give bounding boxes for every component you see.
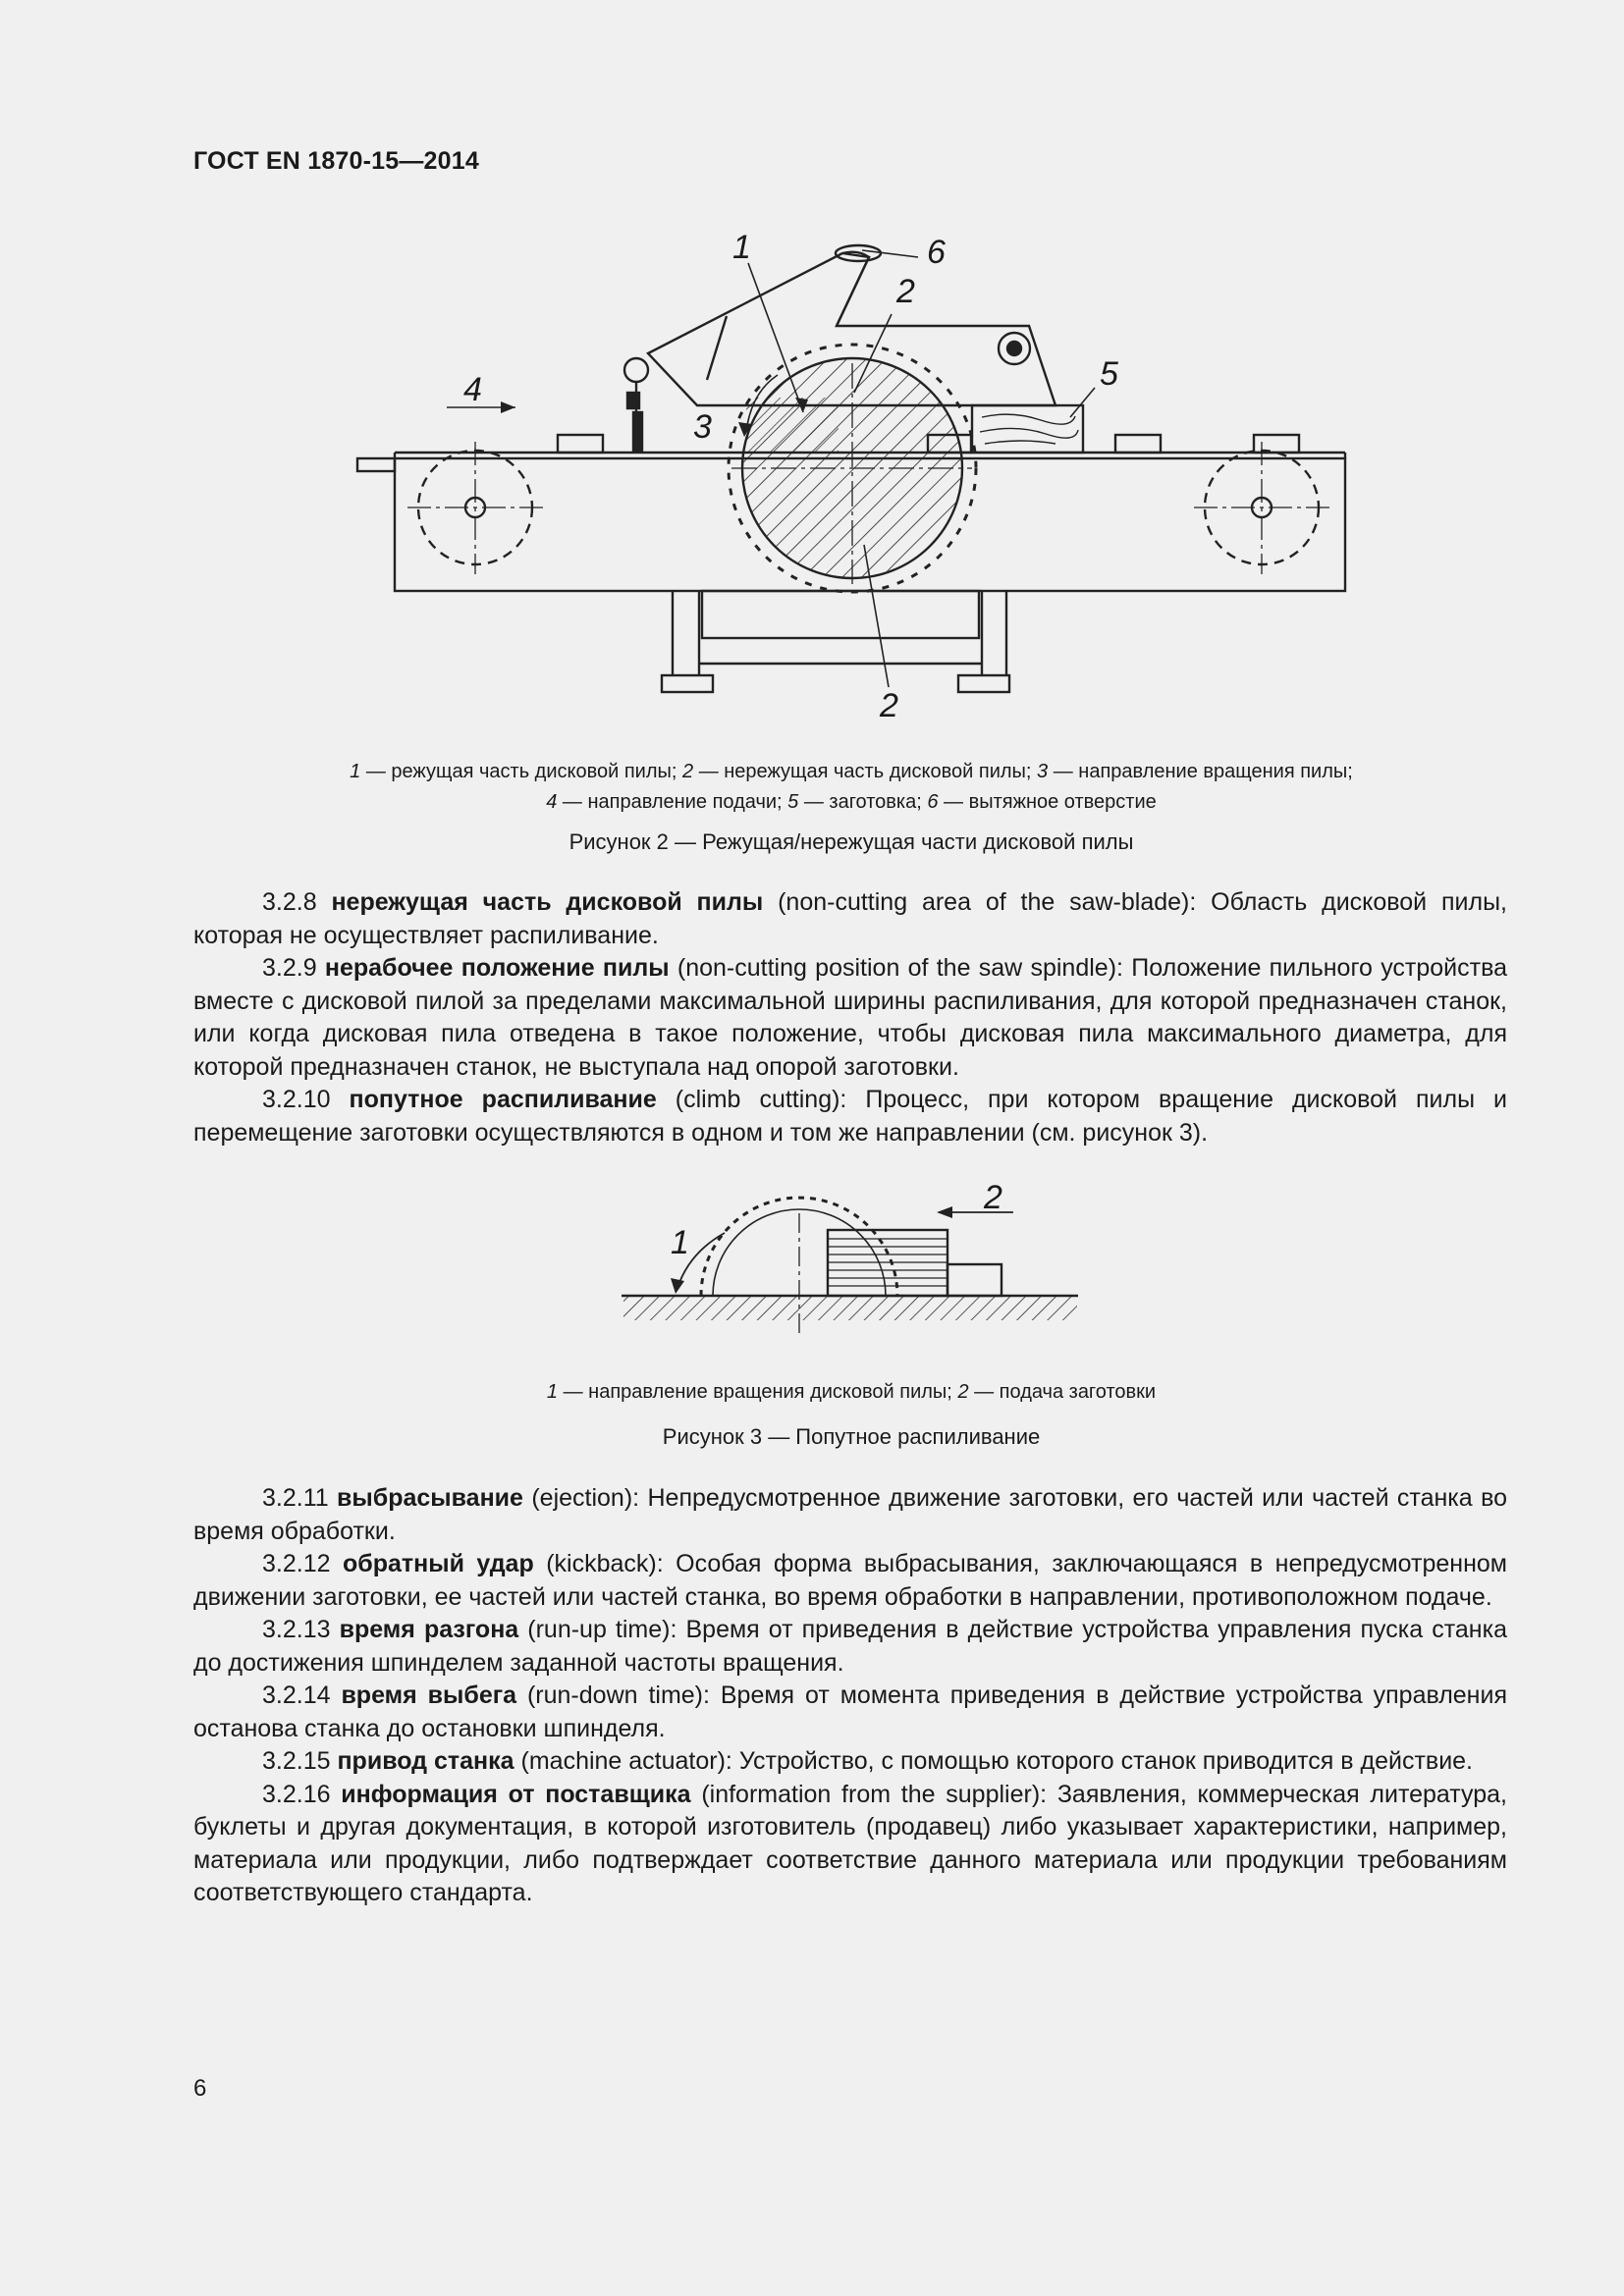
label-2-bottom: 2 xyxy=(880,687,898,724)
label-3: 3 xyxy=(693,408,712,446)
definitions-block-b xyxy=(193,1482,1507,1910)
definition-3-2-14: 3.2.14 время выбега (run-down time): Время от момента приведения в действие устройства управления останова станка до остановки шпинделя. xyxy=(193,1682,1507,1742)
fig3-label-2: 2 xyxy=(984,1179,1002,1216)
figure-3-legend: 1 — направление вращения дисковой пилы; 2 — подача заготовки xyxy=(546,1381,1157,1403)
definition-3-2-11: 3.2.11 выбрасывание (ejection): Непредусмотренное движение заготовки, его частей или частей станка во время обработки. xyxy=(193,1484,1507,1545)
page-number: 6 xyxy=(193,2075,207,2102)
figure-3-drawing xyxy=(619,1173,1090,1345)
figure-3-caption: Рисунок 3 — Попутное распиливание xyxy=(662,1424,1041,1449)
definitions-block-a xyxy=(193,886,1507,1149)
label-2-top: 2 xyxy=(896,273,915,310)
definition-3-2-16: 3.2.16 информация от поставщика (information from the supplier): Заявления, коммерческая литература, буклеты и другая документация, в которой изготовитель (продавец) либо указывает характеристики, например, материала или продукции, либо подтверждает соответствие данного материала или продукции требованиям соответствующего стандарта. xyxy=(193,1780,1507,1906)
definition-3-2-15: 3.2.15 привод станка (machine actuator): Устройство, с помощью которого станок приводится в действие. xyxy=(262,1747,1474,1775)
definition-3-2-13: 3.2.13 время разгона (run-up time): Время от приведения в действие устройства управления пуска станка до достижения шпинделем заданной частоты вращения. xyxy=(193,1616,1507,1677)
definition-3-2-8: 3.2.8 нережущая часть дисковой пилы (non-cutting area of the saw-blade): Область дисковой пилы, которая не осуществляет распиливание. xyxy=(193,888,1507,949)
legend-line-2: 4 — направление подачи; 5 — заготовка; 6 — вытяжное отверстие xyxy=(546,791,1157,813)
figure-2-caption: Рисунок 2 — Режущая/нережущая части дисковой пилы xyxy=(568,829,1134,854)
label-6: 6 xyxy=(927,234,946,271)
fig3-label-1: 1 xyxy=(671,1224,689,1261)
document-header: ГОСТ EN 1870-15—2014 xyxy=(193,147,479,175)
figure-2-legend xyxy=(193,757,1509,818)
label-5: 5 xyxy=(1100,355,1118,393)
definition-3-2-10: 3.2.10 попутное распиливание (climb cutting): Процесс, при котором вращение дисковой пилы и перемещение заготовки осуществляются в одном и том же направлении (см. рисунок 3). xyxy=(193,1086,1508,1147)
label-4: 4 xyxy=(463,371,482,408)
legend-line-1: 1 — режущая часть дисковой пилы; 2 — нережущая часть дисковой пилы; 3 — направление вращения пилы; xyxy=(350,761,1353,782)
definition-3-2-12: 3.2.12 обратный удар (kickback): Особая форма выбрасывания, заключающаяся в непредусмотренном движении заготовки, ее частей или частей станка, во время обработки в направлении, противоположном подаче. xyxy=(193,1550,1507,1611)
label-1: 1 xyxy=(732,229,751,266)
definition-3-2-9: 3.2.9 нерабочее положение пилы (non-cutting position of the saw spindle): Положение пильного устройства вместе с дисковой пилой за пределами максимальной ширины распиливания, для которой предназначен станок, или когда дисковая пила отведена в такое положение, чтобы дисковая пила максимального диаметра, для которой предназначен станок, не выступала над опорой заготовки. xyxy=(193,954,1507,1081)
figure-2-drawing xyxy=(324,221,1365,731)
